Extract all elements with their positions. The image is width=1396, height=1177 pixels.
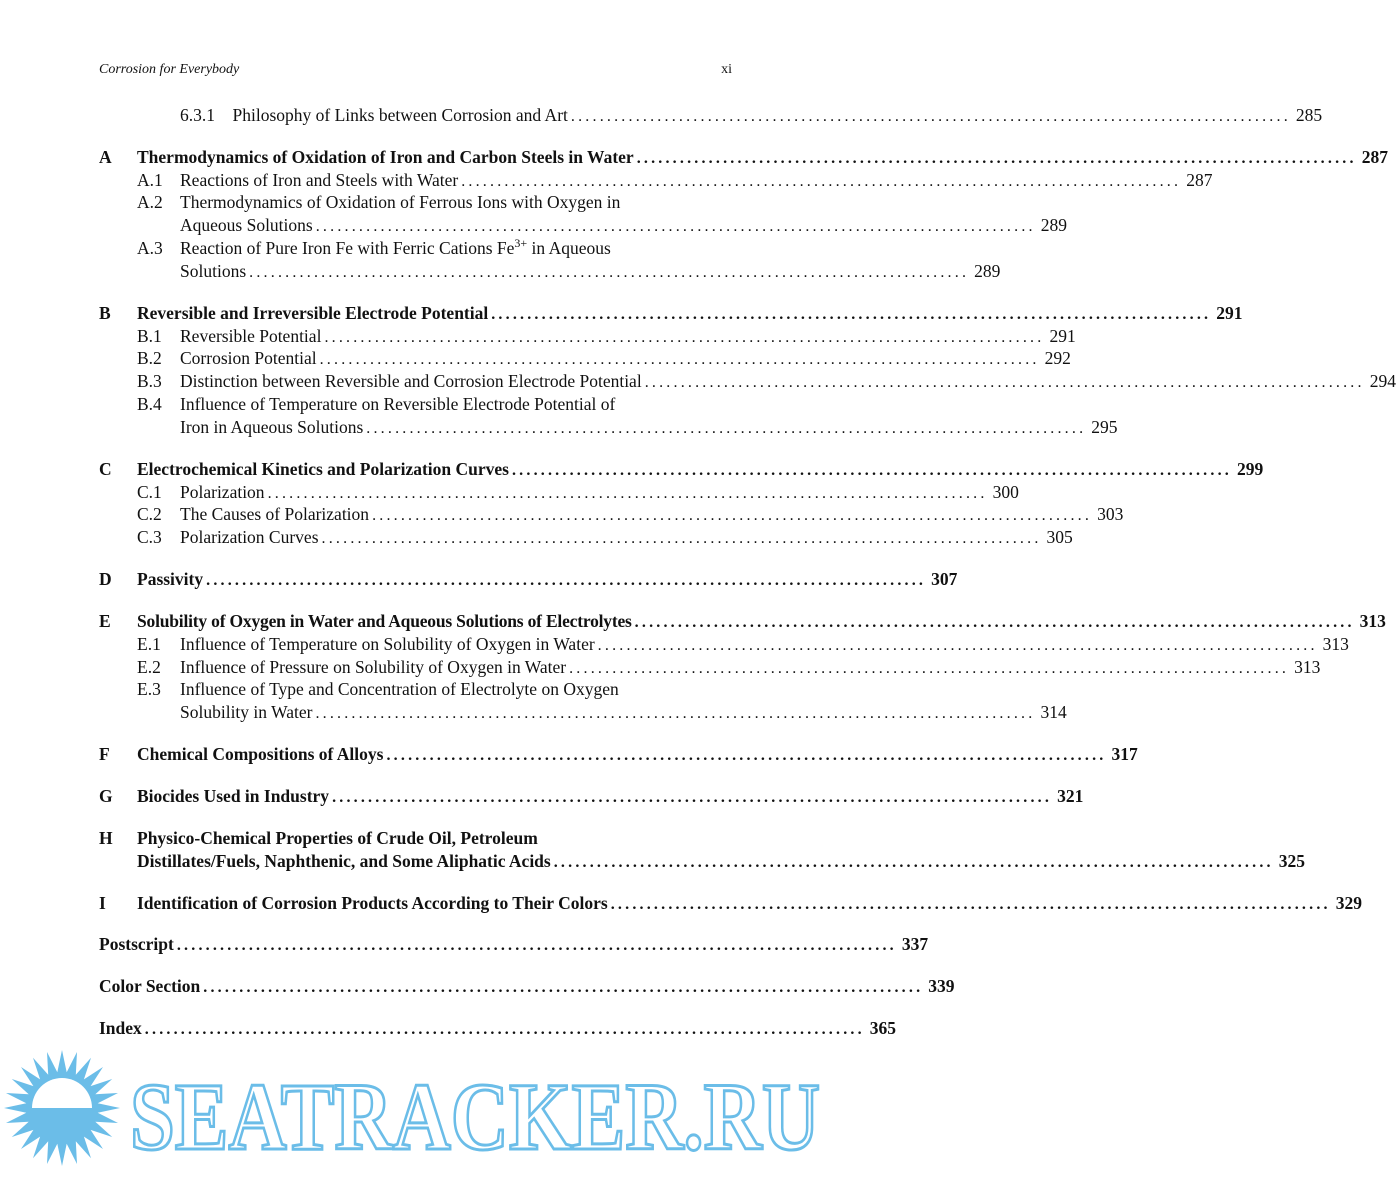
toc-entry-a-3[interactable] (180, 259, 1001, 283)
toc-title-part: in Aqueous (527, 238, 611, 258)
dot-leader: .................................................................................................... (366, 420, 1087, 437)
toc-number: B.3 (137, 371, 162, 391)
toc-entry-b-3[interactable] (180, 369, 1396, 393)
toc-title: Thermodynamics of Oxidation of Iron and Carbon Steels in Water (137, 147, 634, 167)
toc-entry-f[interactable] (137, 742, 1138, 766)
toc-number: 6.3.1 (180, 105, 215, 125)
toc-page: 321 (1057, 786, 1084, 806)
dot-leader: .................................................................................................... (570, 108, 1291, 125)
toc-title-line[interactable]: Thermodynamics of Oxidation of Ferrous Ions with Oxygen in (180, 192, 621, 212)
toc-page: 287 (1186, 170, 1213, 190)
toc-title: Distinction between Reversible and Corrosion Electrode Potential (180, 371, 642, 391)
toc-number: C.2 (137, 504, 162, 524)
toc-title-part: Reaction of Pure Iron Fe with Ferric Cations Fe (180, 238, 515, 258)
toc-number: C.3 (137, 527, 162, 547)
superscript: 3+ (514, 236, 528, 251)
toc-title: Reactions of Iron and Steels with Water (180, 170, 459, 190)
dot-leader: .................................................................................................... (324, 329, 1045, 346)
toc-entry-e-1[interactable] (180, 632, 1349, 656)
watermark (0, 1048, 831, 1168)
toc-title: Solubility in Water (180, 702, 313, 722)
appendix-label-g: G (99, 786, 113, 806)
dot-leader: .................................................................................................... (249, 264, 970, 281)
toc-number: A.3 (137, 238, 163, 258)
dot-leader: .................................................................................................... (461, 173, 1182, 190)
toc-title: Reversible Potential (180, 326, 322, 346)
dot-leader: .................................................................................................... (511, 462, 1232, 479)
toc-title: Iron in Aqueous Solutions (180, 417, 364, 437)
dot-leader: .................................................................................................... (144, 1021, 865, 1038)
toc-page: 291 (1049, 326, 1076, 346)
toc-title: Polarization (180, 482, 265, 502)
toc-entry-b-4[interactable] (180, 415, 1118, 439)
dot-leader: .................................................................................................... (176, 937, 897, 954)
toc-title: Chemical Compositions of Alloys (137, 744, 384, 764)
toc-entry-d[interactable] (137, 567, 958, 591)
dot-leader: .................................................................................................... (315, 218, 1036, 235)
toc-entry-index[interactable] (99, 1016, 897, 1040)
appendix-label-e: E (99, 611, 111, 631)
toc-number: E.3 (137, 679, 161, 699)
toc-title: Solubility of Oxygen in Water and Aqueous Solutions of Electrolytes (137, 611, 632, 631)
dot-leader: .................................................................................................... (332, 789, 1053, 806)
appendix-label-d: D (99, 569, 112, 589)
toc-number: B.2 (137, 348, 162, 368)
appendix-label-b: B (99, 303, 111, 323)
toc-page: 287 (1361, 147, 1388, 167)
toc-entry-c-3[interactable] (180, 525, 1073, 549)
toc-number: E.1 (137, 634, 161, 654)
toc-title-line[interactable]: Physico-Chemical Properties of Crude Oil, Petroleum (137, 828, 538, 848)
dot-leader: .................................................................................................... (372, 507, 1093, 524)
toc-page: 313 (1359, 611, 1386, 631)
toc-title: Influence of Temperature on Solubility of Oxygen in Water (180, 634, 595, 654)
toc-page: 299 (1236, 459, 1264, 479)
toc-page: 285 (1295, 105, 1323, 125)
dot-leader: .................................................................................................... (634, 614, 1355, 631)
dot-leader: .................................................................................................... (636, 150, 1357, 167)
toc-page: 325 (1278, 851, 1305, 871)
toc-number: E.2 (137, 657, 161, 677)
toc-page: 291 (1216, 303, 1243, 323)
toc-entry-i[interactable] (137, 891, 1362, 915)
toc-page: 305 (1046, 527, 1073, 547)
dot-leader: .................................................................................................... (491, 306, 1212, 323)
appendix-label-a: A (99, 147, 112, 167)
toc-entry-c-1[interactable] (180, 480, 1019, 504)
dot-leader: .................................................................................................... (315, 705, 1036, 722)
toc-title: Solutions (180, 261, 247, 281)
toc-number: B.4 (137, 394, 162, 414)
toc-title: Index (99, 1018, 142, 1038)
toc-entry-e[interactable] (137, 609, 1386, 633)
toc-entry-e-3[interactable] (180, 700, 1067, 724)
page-number: xi (721, 62, 732, 77)
toc-entry-e-2[interactable] (180, 655, 1321, 679)
sun-logo-icon (4, 1050, 120, 1166)
toc-page: 303 (1097, 504, 1124, 524)
toc-page: 329 (1335, 893, 1362, 913)
toc-title: Philosophy of Links between Corrosion and Art (232, 105, 568, 125)
toc-title: Passivity (137, 569, 204, 589)
appendix-label-h: H (99, 828, 113, 848)
dot-leader: .................................................................................................... (597, 637, 1318, 654)
toc-page: 339 (928, 976, 955, 996)
toc-entry-a-2[interactable] (180, 213, 1067, 237)
toc-entry-postscript[interactable] (99, 932, 929, 956)
toc-title: Postscript (99, 934, 174, 954)
toc-page: 313 (1322, 634, 1349, 654)
toc-page: 307 (931, 569, 958, 589)
toc-entry-a-1[interactable] (180, 168, 1213, 192)
toc-number: B.1 (137, 326, 162, 346)
toc-title: Distillates/Fuels, Naphthenic, and Some Aliphatic Acids (137, 851, 551, 871)
toc-page: 295 (1091, 417, 1118, 437)
dot-leader: .................................................................................................... (569, 660, 1290, 677)
toc-title: Aqueous Solutions (180, 215, 313, 235)
dot-leader: .................................................................................................... (553, 854, 1274, 871)
toc-title: Identification of Corrosion Products According to Their Colors (137, 893, 608, 913)
toc-entry-c-2[interactable] (180, 502, 1124, 526)
dot-leader: .................................................................................................... (203, 979, 924, 996)
appendix-label-f: F (99, 744, 110, 764)
toc-title: Polarization Curves (180, 527, 319, 547)
toc-page: 314 (1040, 702, 1067, 722)
toc-title: Influence of Pressure on Solubility of Oxygen in Water (180, 657, 567, 677)
toc-page: 337 (901, 934, 929, 954)
watermark-text: SEATRACKER.RU (130, 1063, 820, 1170)
toc-entry-g[interactable] (137, 784, 1084, 808)
toc-entry-a[interactable] (137, 145, 1388, 169)
appendix-label-c: C (99, 459, 112, 479)
toc-page: 365 (869, 1018, 897, 1038)
dot-leader: .................................................................................................... (644, 374, 1365, 391)
toc-page: 289 (974, 261, 1001, 281)
dot-leader: .................................................................................................... (206, 572, 927, 589)
toc-entry-color-section[interactable] (99, 974, 955, 998)
toc-entry-c[interactable] (137, 457, 1264, 481)
toc-number: C.1 (137, 482, 162, 502)
toc-entry-b[interactable] (137, 301, 1243, 325)
dot-leader: .................................................................................................... (319, 351, 1040, 368)
toc-page: 294 (1369, 371, 1396, 391)
toc-title: Color Section (99, 976, 201, 996)
toc-title: Biocides Used in Industry (137, 786, 330, 806)
toc-title: Electrochemical Kinetics and Polarization Curves (137, 459, 509, 479)
toc-number: A.2 (137, 192, 163, 212)
dot-leader: .................................................................................................... (267, 485, 988, 502)
toc-page: 289 (1040, 215, 1067, 235)
toc-page: 317 (1111, 744, 1138, 764)
toc-number: A.1 (137, 170, 163, 190)
book-title: Corrosion for Everybody (99, 62, 240, 77)
toc-title: Corrosion Potential (180, 348, 317, 368)
toc-title-line[interactable]: Influence of Temperature on Reversible Electrode Potential of (180, 394, 616, 414)
toc-page: 300 (992, 482, 1019, 502)
toc-title: Reversible and Irreversible Electrode Potential (137, 303, 489, 323)
toc-entry-6-3-1[interactable] (180, 103, 1323, 127)
toc-entry-b-2[interactable] (180, 346, 1071, 370)
toc-title-line[interactable] (180, 236, 611, 260)
dot-leader: .................................................................................................... (386, 747, 1107, 764)
dot-leader: .................................................................................................... (321, 530, 1042, 547)
dot-leader: .................................................................................................... (610, 896, 1331, 913)
running-header (99, 62, 732, 78)
toc-entry-h[interactable] (137, 849, 1305, 873)
toc-entry-b-1[interactable] (180, 324, 1076, 348)
appendix-label-i: I (99, 893, 106, 913)
toc-page: 313 (1294, 657, 1321, 677)
toc-page: 292 (1044, 348, 1071, 368)
toc-title-line[interactable]: Influence of Type and Concentration of Electrolyte on Oxygen (180, 679, 619, 699)
toc-title: The Causes of Polarization (180, 504, 370, 524)
